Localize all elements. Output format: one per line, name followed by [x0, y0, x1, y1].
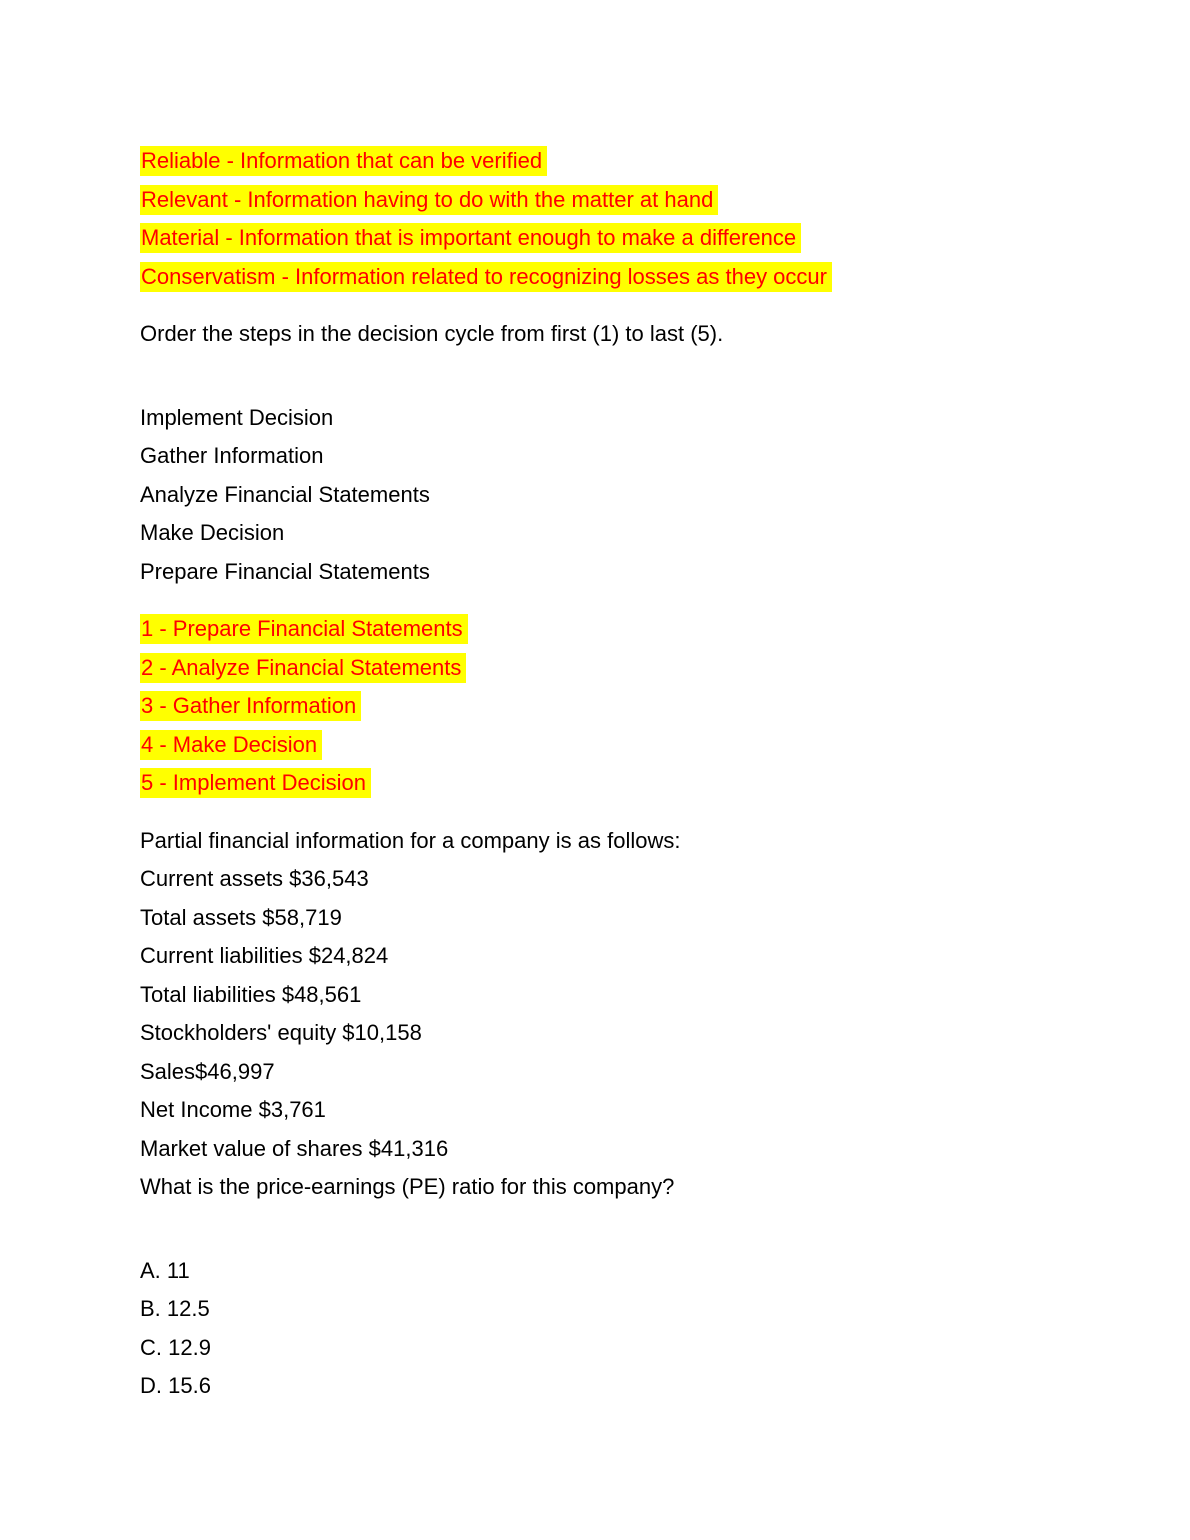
pe-fact-current-liabilities: Current liabilities $24,824	[140, 943, 389, 968]
pe-choice-c: C. 12.9	[140, 1334, 211, 1360]
pe-choice-a: A. 11	[140, 1257, 190, 1283]
order-step: Gather Information	[140, 443, 324, 468]
pe-fact-sales: Sales$46,997	[140, 1058, 275, 1084]
pe-question-text: What is the price-earnings (PE) ratio for this company?	[140, 1174, 675, 1199]
order-answer-line	[140, 764, 1060, 803]
pe-choice-d: D. 15.6	[140, 1373, 211, 1398]
blank-line	[140, 373, 1060, 399]
definition-line	[140, 219, 1060, 258]
pe-question-block	[140, 822, 1060, 1207]
definition-line	[140, 142, 1060, 181]
order-answer-line	[140, 649, 1060, 688]
definition-line	[140, 181, 1060, 220]
pe-intro: Partial financial information for a company is as follows:	[140, 827, 681, 853]
pe-fact-current-assets: Current assets $36,543	[140, 866, 369, 891]
definitions-block	[140, 142, 1060, 296]
pe-fact-total-assets: Total assets $58,719	[140, 904, 342, 930]
pe-fact-stockholders-equity: Stockholders' equity $10,158	[140, 1020, 422, 1045]
order-step: Prepare Financial Statements	[140, 558, 430, 584]
pe-fact-net-income: Net Income $3,761	[140, 1097, 326, 1122]
order-question-prompt: Order the steps in the decision cycle from first (1) to last (5).	[140, 321, 724, 346]
order-step: Make Decision	[140, 520, 285, 545]
order-steps-list	[140, 399, 1060, 592]
order-answers-block	[140, 610, 1060, 803]
pe-fact-total-liabilities: Total liabilities $48,561	[140, 981, 362, 1007]
order-step: Analyze Financial Statements	[140, 481, 430, 507]
order-answer-3: 3 - Gather Information	[140, 691, 361, 721]
definition-line	[140, 258, 1060, 297]
definition-reliable: Reliable - Information that can be verified	[140, 146, 547, 176]
definition-material: Material - Information that is important enough to make a difference	[140, 223, 801, 253]
order-answer-line	[140, 610, 1060, 649]
order-answer-4: 4 - Make Decision	[140, 730, 322, 760]
definition-relevant: Relevant - Information having to do with the matter at hand	[140, 185, 718, 215]
order-answer-1: 1 - Prepare Financial Statements	[140, 614, 468, 644]
order-answer-5: 5 - Implement Decision	[140, 768, 371, 798]
order-step: Implement Decision	[140, 404, 334, 430]
pe-choices-block	[140, 1252, 1060, 1406]
pe-choice-b: B. 12.5	[140, 1296, 210, 1321]
order-answer-line	[140, 687, 1060, 726]
definition-conservatism: Conservatism - Information related to recognizing losses as they occur	[140, 262, 832, 292]
pe-fact-market-value: Market value of shares $41,316	[140, 1135, 449, 1161]
order-answer-2: 2 - Analyze Financial Statements	[140, 653, 466, 683]
blank-line	[140, 1226, 1060, 1252]
order-answer-line	[140, 726, 1060, 765]
